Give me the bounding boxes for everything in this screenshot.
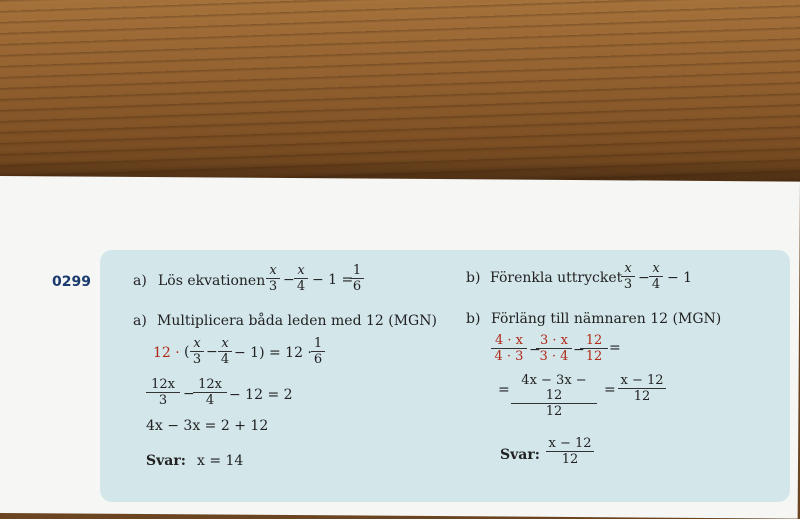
fraction-4x-43: $\frac{4 \cdot x}{4 \cdot 3}$	[491, 333, 527, 364]
answer-b-label: Svar:	[500, 447, 540, 463]
fraction-x-3-b: $\frac{x}{3}$	[621, 261, 635, 292]
line2-minus: −	[183, 386, 195, 402]
line2-fraction-12x-4: $\frac{12x}{4}$	[193, 377, 227, 408]
b-equals-2: =	[498, 382, 510, 398]
fraction-simplified: $\frac{x - 12}{12}$	[618, 373, 666, 404]
line3: 4x − 3x = 2 + 12	[146, 418, 269, 434]
solution-a-label: a)	[133, 313, 147, 329]
question-a-label: a)	[133, 273, 147, 289]
fraction-combined: $\frac{4x - 3x - 12}{12}$	[511, 373, 597, 419]
fraction-12-12: $\frac{12}{12}$	[580, 333, 608, 364]
line2-fraction-12x-3: $\frac{12x}{3}$	[146, 377, 180, 408]
answer-a-value: x = 14	[197, 453, 244, 469]
fraction-x-4: $\frac{x}{4}$	[294, 263, 308, 294]
b-equals-3: =	[604, 382, 616, 398]
minus-sign: −	[283, 272, 295, 288]
b-minus-2: −	[573, 342, 585, 358]
fraction-1-6: $\frac{1}{6}$	[350, 263, 364, 294]
b-minus-1: −	[529, 342, 541, 358]
b-equals-1: =	[609, 340, 621, 356]
line1-fraction-1-6: $\frac{1}{6}$	[311, 336, 325, 367]
minus-sign-b: −	[638, 270, 650, 286]
line1-mid: − 1) = 12 ·	[234, 345, 312, 361]
line1-fraction-x-3: $\frac{x}{3}$	[190, 336, 204, 367]
line1-prefix: 12 ·	[153, 345, 180, 361]
solution-a-heading: Multiplicera båda leden med 12 (MGN)	[157, 313, 437, 329]
open-paren: (	[184, 344, 190, 360]
minus-one-equals: − 1 =	[312, 272, 354, 288]
solution-b-heading: Förläng till nämnaren 12 (MGN)	[491, 311, 722, 327]
answer-b-fraction: $\frac{x - 12}{12}$	[546, 436, 594, 467]
problem-number: 0299	[52, 274, 91, 290]
fraction-x-4-b: $\frac{x}{4}$	[649, 261, 663, 292]
minus-one-b: − 1	[667, 270, 693, 286]
line1-fraction-x-4: $\frac{x}{4}$	[218, 336, 232, 367]
line2-suffix: − 12 = 2	[229, 387, 293, 403]
line1-minus: −	[206, 344, 218, 360]
question-b-label: b)	[466, 270, 481, 286]
question-a-text: Lös ekvationen	[158, 273, 266, 289]
solution-b-label: b)	[466, 311, 481, 327]
answer-a-label: Svar:	[146, 453, 186, 469]
fraction-3x-34: $\frac{3 \cdot x}{3 \cdot 4}$	[536, 333, 572, 364]
question-b-text: Förenkla uttrycket	[490, 270, 623, 286]
fraction-x-3: $\frac{x}{3}$	[266, 263, 280, 294]
